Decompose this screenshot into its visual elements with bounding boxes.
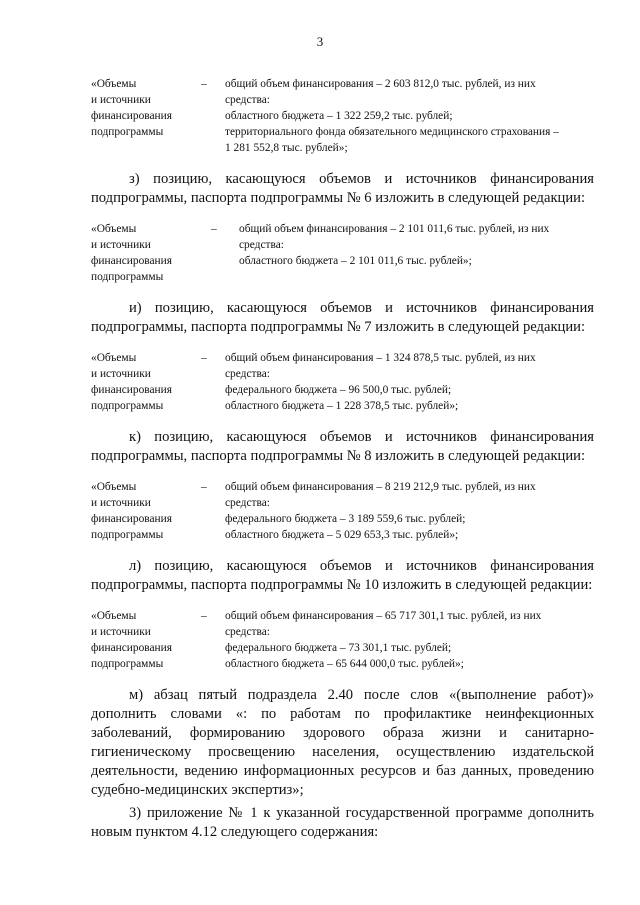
passport-value-line: федерального бюджета – 96 500,0 тыс. рублей; xyxy=(225,384,452,396)
amendment-paragraph: м) абзац пятый подраздела 2.40 после слов «(выполнение работ)» дополнить словами «: по работам по профилактике неинфекционных заболеваний, формированию здорового образа жизни и санитарно-гигиеническому просвещению населения, осуществлению издательской деятельности, ведению информационных ресурсов и баз данных, проведению судебно-медицинских экспертиз»; xyxy=(91,687,594,798)
passport-value-line: средства: xyxy=(225,368,270,380)
passport-values xyxy=(225,76,594,156)
passport-value-line: областного бюджета – 1 228 378,5 тыс. рублей»; xyxy=(225,400,459,412)
passport-label-line: «Объемы xyxy=(91,352,137,364)
amendment-paragraph: и) позицию, касающуюся объемов и источников финансирования подпрограммы, паспорта подпрограммы № 7 изложить в следующей редакции: xyxy=(91,300,594,335)
passport-value-line: федерального бюджета – 73 301,1 тыс. рублей; xyxy=(225,642,452,654)
passport-label-line: финансирования xyxy=(91,255,172,267)
passport-values xyxy=(239,221,594,285)
passport-label-line: «Объемы xyxy=(91,481,137,493)
passport-dash: – xyxy=(201,481,207,493)
passport-label-line: и источники xyxy=(91,368,151,380)
passport-label xyxy=(91,608,197,672)
passport-value-line: областного бюджета – 1 322 259,2 тыс. рублей; xyxy=(225,110,453,122)
financing-passport-block xyxy=(91,350,594,414)
passport-value-line: федерального бюджета – 3 189 559,6 тыс. рублей; xyxy=(225,513,466,525)
passport-value-line: общий объем финансирования – 1 324 878,5 тыс. рублей, из них xyxy=(225,352,536,364)
passport-dash: – xyxy=(201,610,207,622)
passport-label-line: и источники xyxy=(91,94,151,106)
passport-label xyxy=(91,221,197,285)
passport-value-line: общий объем финансирования – 2 101 011,6 тыс. рублей, из них xyxy=(239,223,550,235)
passport-value-line: общий объем финансирования – 8 219 212,9 тыс. рублей, из них xyxy=(225,481,536,493)
passport-value-line: средства: xyxy=(239,239,284,251)
financing-passport-block xyxy=(91,221,594,285)
passport-value-line: общий объем финансирования – 65 717 301,1 тыс. рублей, из них xyxy=(225,610,542,622)
document-body xyxy=(91,76,594,842)
passport-label xyxy=(91,479,197,543)
passport-value-line: 1 281 552,8 тыс. рублей»; xyxy=(225,142,348,154)
passport-values xyxy=(225,608,594,672)
amendment-paragraph: 3) приложение № 1 к указанной государственной программе дополнить новым пунктом 4.12 следующего содержания: xyxy=(91,805,594,840)
passport-label xyxy=(91,76,197,156)
passport-label-line: финансирования xyxy=(91,384,172,396)
amendment-paragraph: к) позицию, касающуюся объемов и источников финансирования подпрограммы, паспорта подпрограммы № 8 изложить в следующей редакции: xyxy=(91,429,594,464)
financing-passport-block xyxy=(91,76,594,156)
passport-label-line: и источники xyxy=(91,497,151,509)
passport-value-line: областного бюджета – 2 101 011,6 тыс. рублей»; xyxy=(239,255,472,267)
passport-value-line: областного бюджета – 65 644 000,0 тыс. рублей»; xyxy=(225,658,464,670)
passport-label-line: «Объемы xyxy=(91,610,137,622)
amendment-paragraph: л) позицию, касающуюся объемов и источников финансирования подпрограммы, паспорта подпрограммы № 10 изложить в следующей редакции: xyxy=(91,558,594,593)
financing-passport-block xyxy=(91,479,594,543)
passport-value-line: средства: xyxy=(225,626,270,638)
passport-value-line: средства: xyxy=(225,497,270,509)
passport-label-line: подпрограммы xyxy=(91,529,164,541)
passport-dash: – xyxy=(201,78,207,90)
financing-passport-block xyxy=(91,608,594,672)
passport-label-line: финансирования xyxy=(91,513,172,525)
passport-label-line: подпрограммы xyxy=(91,271,164,283)
passport-label-line: подпрограммы xyxy=(91,400,164,412)
passport-label-line: «Объемы xyxy=(91,78,137,90)
passport-values xyxy=(225,350,594,414)
passport-value-line: средства: xyxy=(225,94,270,106)
passport-dash: – xyxy=(211,223,217,235)
passport-dash: – xyxy=(201,352,207,364)
page-number: 3 xyxy=(316,34,324,49)
passport-label-line: финансирования xyxy=(91,110,172,122)
passport-label-line: «Объемы xyxy=(91,223,137,235)
passport-label-line: подпрограммы xyxy=(91,658,164,670)
passport-label xyxy=(91,350,197,414)
passport-label-line: подпрограммы xyxy=(91,126,164,138)
amendment-paragraph: з) позицию, касающуюся объемов и источников финансирования подпрограммы, паспорта подпрограммы № 6 изложить в следующей редакции: xyxy=(91,171,594,206)
passport-label-line: финансирования xyxy=(91,642,172,654)
passport-label-line: и источники xyxy=(91,626,151,638)
passport-value-line: общий объем финансирования – 2 603 812,0 тыс. рублей, из них xyxy=(225,78,536,90)
passport-value-line: областного бюджета – 5 029 653,3 тыс. рублей»; xyxy=(225,529,459,541)
passport-value-line: территориального фонда обязательного медицинского страхования – xyxy=(225,126,559,138)
passport-label-line: и источники xyxy=(91,239,151,251)
passport-values xyxy=(225,479,594,543)
